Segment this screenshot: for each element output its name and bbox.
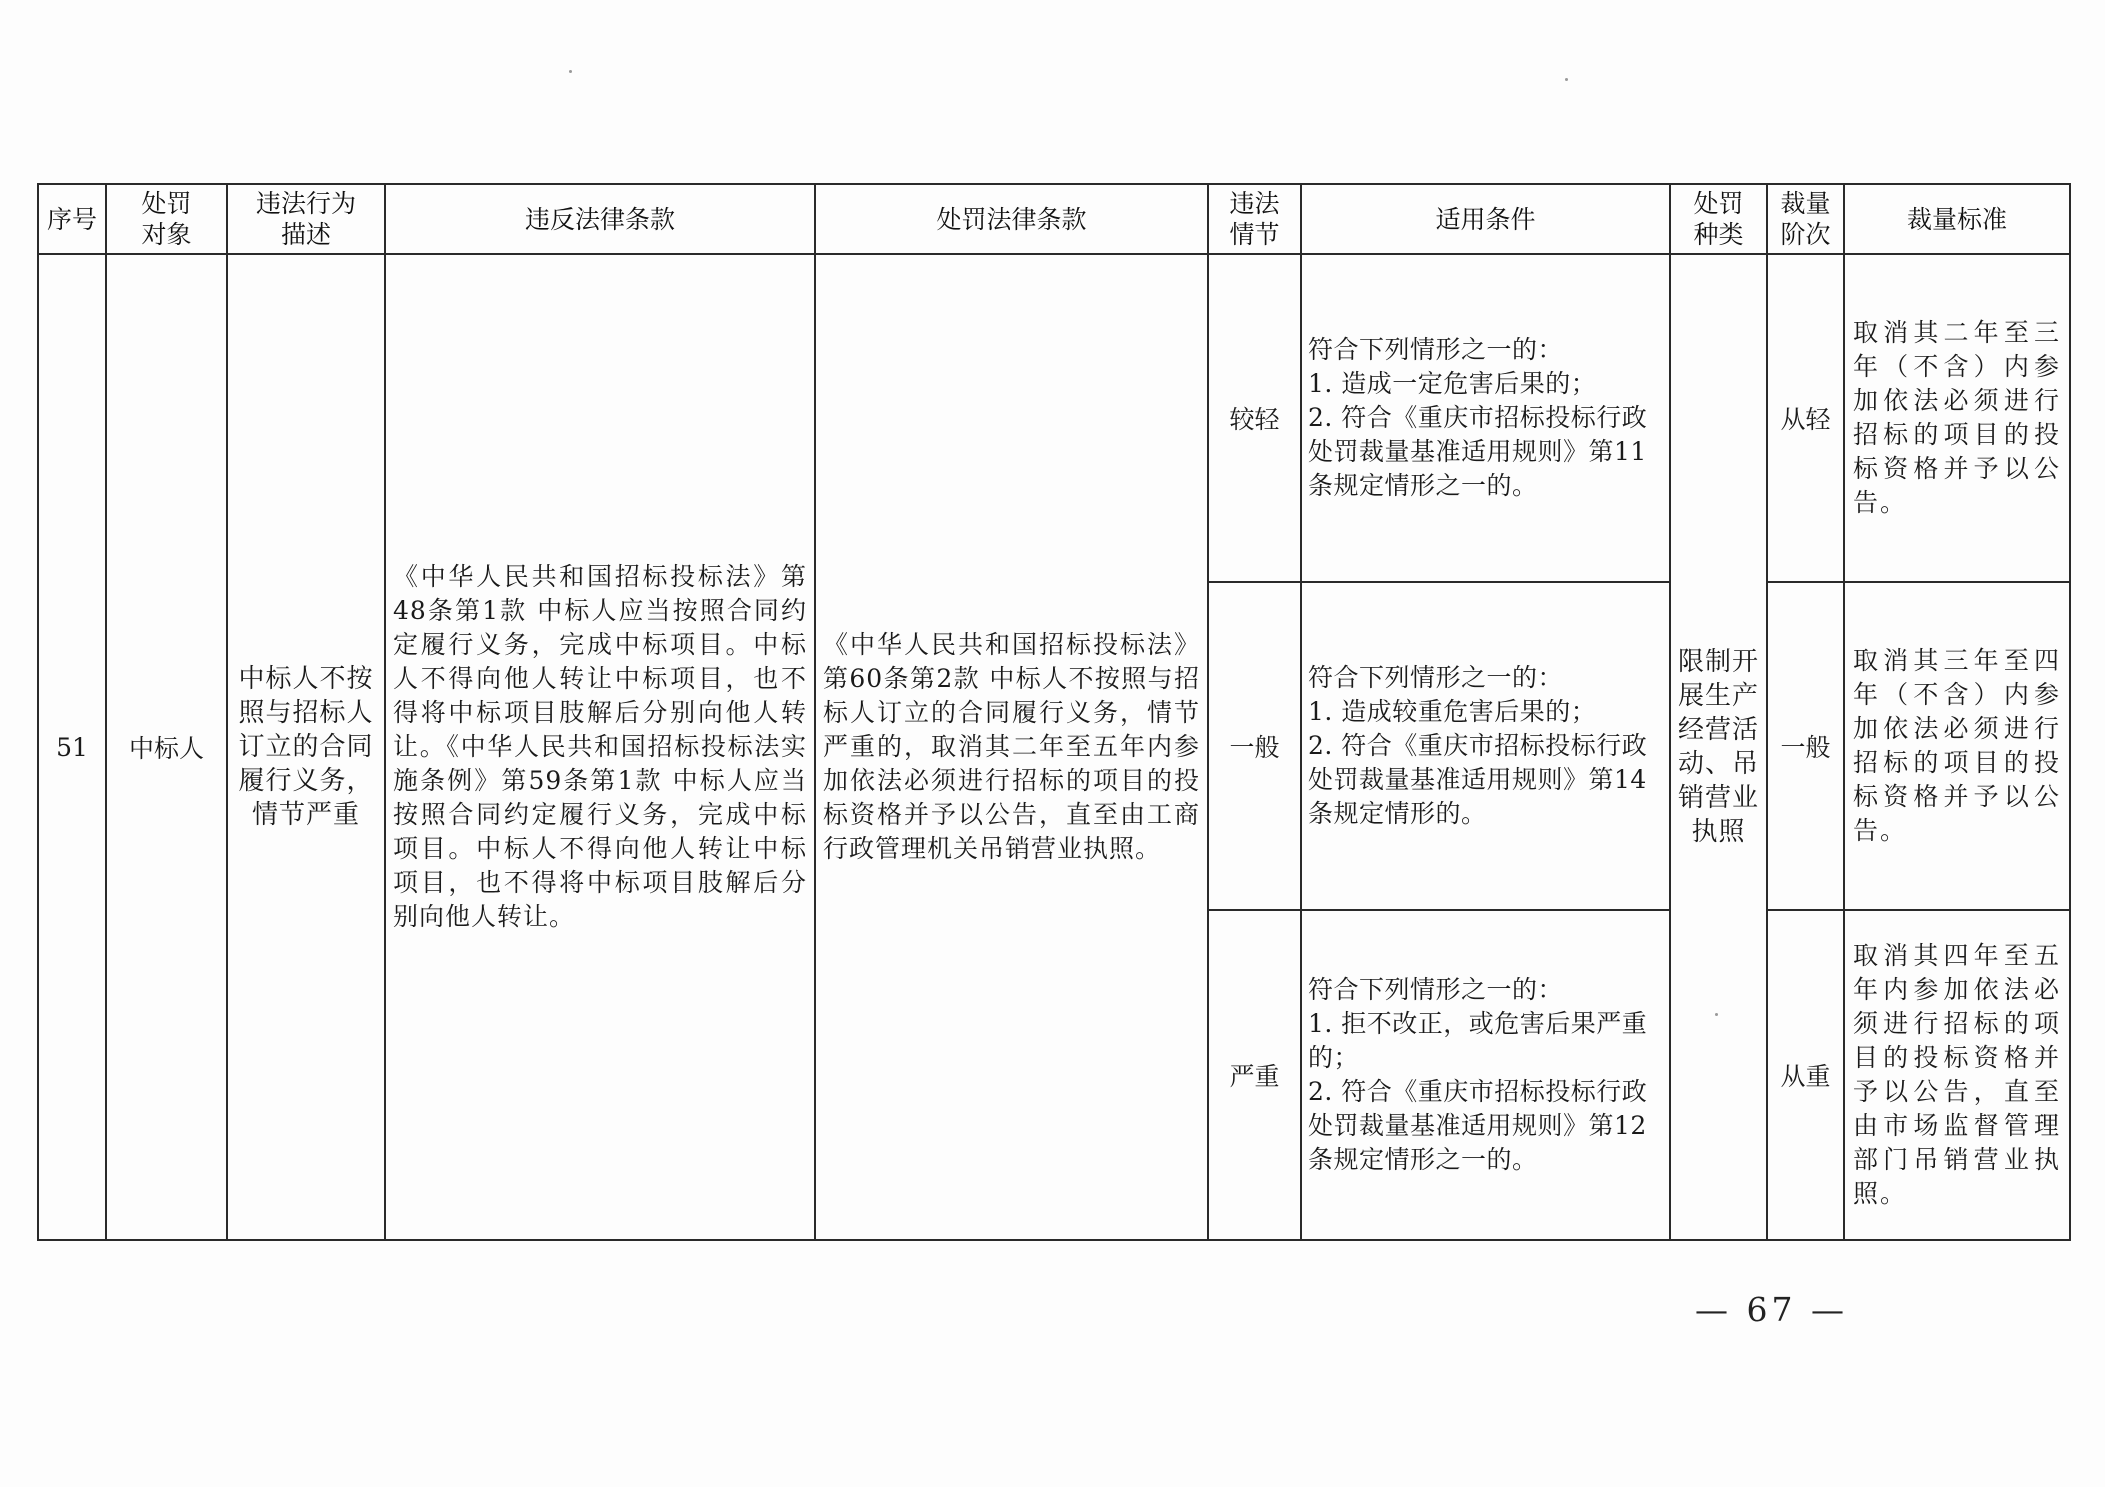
header-violated-law: 违反法律条款	[385, 184, 815, 254]
conditions-general	[1302, 661, 1669, 831]
cell-level-light: 从轻	[1767, 254, 1844, 582]
condition-intro: 符合下列情形之一的：	[1308, 663, 1564, 692]
header-discretion-level	[1767, 184, 1844, 254]
condition-item: 1. 造成一定危害后果的；	[1308, 369, 1597, 398]
conditions-severe	[1302, 973, 1669, 1177]
cell-standard-light	[1844, 254, 2070, 582]
condition-item: 1. 造成较重危害后果的；	[1308, 697, 1597, 726]
cell-level-severe: 从重	[1767, 910, 1844, 1240]
cell-seq: 51	[38, 254, 106, 1240]
cell-conditions-general	[1301, 582, 1670, 910]
header-target	[106, 184, 227, 254]
cell-circumstance-general: 一般	[1208, 582, 1301, 910]
header-discretion-level-text: 裁量阶次	[1780, 189, 1831, 249]
cell-standard-severe	[1844, 910, 2070, 1240]
cell-circumstance-light: 较轻	[1208, 254, 1301, 582]
header-row	[38, 184, 2070, 254]
cell-level-general: 一般	[1767, 582, 1844, 910]
header-conditions: 适用条件	[1301, 184, 1670, 254]
penalty-law-text: 《中华人民共和国招标投标法》第60条第2款 中标人不按照与招标人订立的合同履行义务，情节严重的，取消其二年至五年内参加依法必须进行招标的项目的投标资格并予以公告，直至由工商行政管理机关吊销营业执照。	[823, 630, 1200, 863]
header-behavior	[227, 184, 385, 254]
header-penalty-type	[1670, 184, 1767, 254]
condition-item: 2. 符合《重庆市招标投标行政处罚裁量基准适用规则》第12条规定情形之一的。	[1308, 1077, 1648, 1174]
standard-severe-text: 取消其四年至五年内参加依法必须进行招标的项目的投标资格并予以公告，直至由市场监督管理部门吊销营业执照。	[1853, 941, 2061, 1208]
condition-item: 2. 符合《重庆市招标投标行政处罚裁量基准适用规则》第14条规定情形的。	[1308, 731, 1648, 828]
header-penalty-law: 处罚法律条款	[815, 184, 1208, 254]
header-circumstance	[1208, 184, 1301, 254]
cell-penalty-type	[1670, 254, 1767, 1240]
condition-item: 2. 符合《重庆市招标投标行政处罚裁量基准适用规则》第11条规定情形之一的。	[1308, 403, 1648, 500]
cell-penalty-law	[815, 254, 1208, 1240]
penalty-table	[37, 183, 2071, 1241]
standard-light-text: 取消其二年至三年（不含）内参加依法必须进行招标的项目的投标资格并予以公告。	[1853, 318, 2061, 517]
cell-target: 中标人	[106, 254, 227, 1240]
standard-general-text: 取消其三年至四年（不含）内参加依法必须进行招标的项目的投标资格并予以公告。	[1853, 646, 2061, 845]
header-penalty-type-text: 处罚种类	[1693, 189, 1744, 249]
cell-circumstance-severe: 严重	[1208, 910, 1301, 1240]
violated-law-text: 《中华人民共和国招标投标法》第48条第1款 中标人应当按照合同约定履行义务，完成中标项目。中标人不得向他人转让中标项目，也不得将中标项目肢解后分别向他人转让。《中华人民共和国招标投标法实施条例》第59条第1款 中标人应当按照合同约定履行义务，完成中标项目。中标人不得向他人转让中标项目，也不得将中标项目肢解后分别向他人转让。	[393, 562, 807, 931]
header-behavior-text: 违法行为描述	[255, 189, 356, 249]
scan-speck	[1565, 78, 1568, 81]
table-row-tier-light	[38, 254, 2070, 582]
header-discretion-standard: 裁量标准	[1844, 184, 2070, 254]
cell-standard-general	[1844, 582, 2070, 910]
cell-behavior	[227, 254, 385, 1240]
page-number: — 67 —	[1695, 1290, 1848, 1329]
header-seq: 序号	[38, 184, 106, 254]
condition-item: 1. 拒不改正，或危害后果严重的；	[1308, 1009, 1648, 1072]
header-target-text: 处罚对象	[141, 189, 192, 249]
condition-intro: 符合下列情形之一的：	[1308, 975, 1564, 1004]
penalty-type-text: 限制开展生产经营活动、吊销营业执照	[1677, 647, 1759, 847]
condition-intro: 符合下列情形之一的：	[1308, 335, 1564, 364]
header-circumstance-text: 违法情节	[1229, 189, 1280, 249]
scan-speck	[569, 70, 572, 73]
cell-violated-law	[385, 254, 815, 1240]
cell-conditions-light	[1301, 254, 1670, 582]
conditions-light	[1302, 333, 1669, 503]
cell-conditions-severe	[1301, 910, 1670, 1240]
behavior-text: 中标人不按照与招标人订立的合同履行义务，情节严重	[238, 664, 374, 830]
